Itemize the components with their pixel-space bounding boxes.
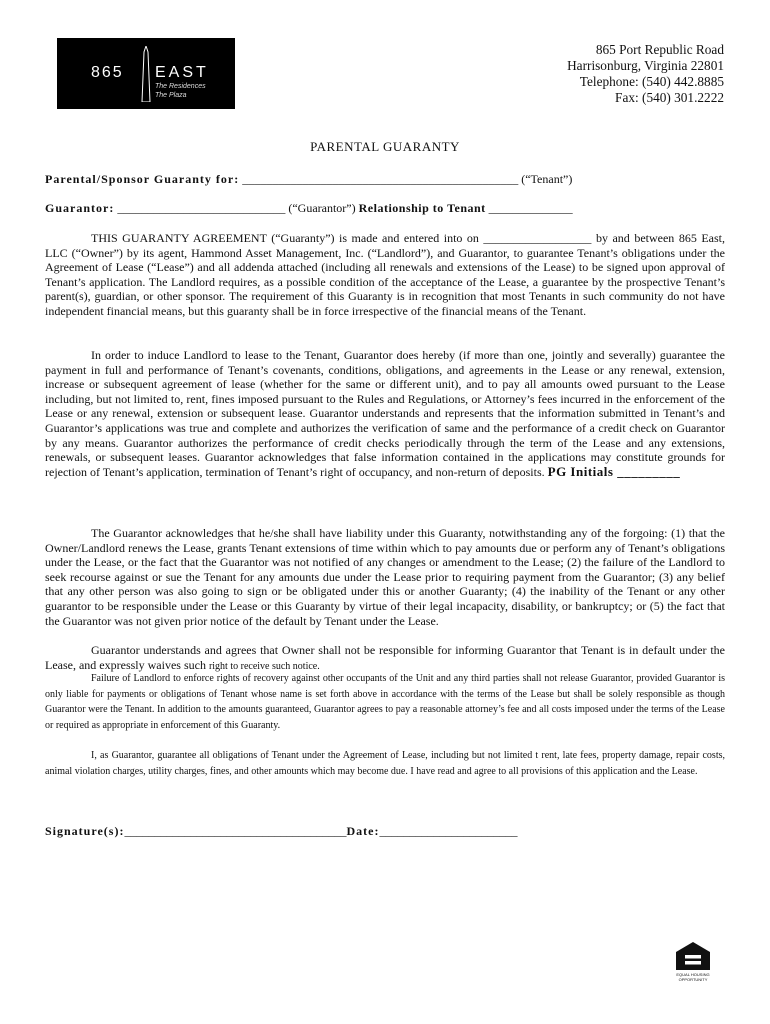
address-phone: Telephone: (540) 442.8885 xyxy=(579,74,724,89)
address-street: 865 Port Republic Road xyxy=(595,42,724,57)
date-field[interactable]: _______________________ xyxy=(379,824,518,838)
tower-icon xyxy=(140,46,152,102)
date-label: Date: xyxy=(346,824,380,838)
guarantor-label: Guarantor: xyxy=(45,201,115,215)
logo-number: 865 xyxy=(91,64,124,81)
paragraph-obligations: I, as Guarantor, guarantee all obligations of Tenant under the Agreement of Lease, including but not limited t rent, late fees, property damage, repair costs, animal violation charges, utility charges, fines, and other amounts which may become due. I have read and agree to all provisions of this application and the Lease. xyxy=(45,750,725,777)
paragraph-agreement: THIS GUARANTY AGREEMENT (“Guaranty”) is made and entered into on __________________ by and between 865 East, LLC (“Owner”) by its agent, Hammond Asset Management, Inc. (“Landlord”), and Guarantor, to guarantee Tenant’s obligations under the Agreement of Lease (“Lease”) and all addenda attached (including all renewals and extensions of the Lease) to be signed upon approval of Tenant’s application. The Landlord requires, as a possible condition of the acceptance of the Lease, a guarantee by the prospective Tenant’s parent(s), guardian, or other sponsor. The requirement of this Guaranty is in recognition that most Tenants in such community do not have independent financial means, but this guaranty shall be in force irrespective of the financial means of the Tenant. xyxy=(45,231,725,318)
paragraph-inducement xyxy=(45,348,725,479)
address-city: Harrisonburg, Virginia 22801 xyxy=(567,58,724,73)
address-block xyxy=(567,42,724,106)
document-title: PARENTAL GUARANTY xyxy=(310,139,460,154)
logo-word: EAST xyxy=(155,64,209,81)
paragraph-liability: The Guarantor acknowledges that he/she shall have liability under this Guaranty, notwithstanding any of the forgoing: (1) that the Owner/Landlord renews the Lease, grants Tenant extensions of time within which to pay amounts due or perform any of Tenant’s obligations under the Lease, or the fact that the Guarantor was not notified of any changes or amendment to the Lease; (2) the failure of the Landlord to seek recourse against or sue the Tenant for any amounts due under the Lease prior to requiring payment from the Guarantor; (3) any belief that any other person was also going to sign or be obligated under this or another Guaranty; (4) the inability of the Tenant or any other guarantor to be responsible under the Lease or this Guaranty by virtue of their legal incapacity, disability, or bankruptcy; or (5) the fact that the Guarantor was not given prior notice of the default by Tenant under the Lease. xyxy=(45,526,725,628)
signature-line xyxy=(45,824,517,839)
paragraph-failure: Failure of Landlord to enforce rights of recovery against other occupants of the Unit and any third parties shall not release Guarantor, provided Guarantor is only liable for payments or obligations of Tenant whose name is set forth above in accordance with the terms of the Lease but shall be solely responsible as though Guarantor were the Tenant. In addition to the amounts guaranteed, Guarantor agrees to pay a reasonable attorney’s fee and all costs imposed under the terms of the Lease or required as appropriate in enforcement of this Guaranty. xyxy=(45,673,725,731)
signature-field[interactable]: _____________________________________ xyxy=(124,824,347,838)
address-fax: Fax: (540) 301.2222 xyxy=(615,90,724,105)
relationship-label: Relationship to Tenant xyxy=(358,201,486,215)
guarantor-field[interactable]: ____________________________ xyxy=(117,201,286,215)
signature-label: Signature(s): xyxy=(45,824,125,838)
paragraph-default xyxy=(45,643,725,674)
logo-sub2: The Plaza xyxy=(155,92,187,99)
relationship-field[interactable]: ______________ xyxy=(488,201,573,215)
equal-housing-icon xyxy=(673,940,713,972)
inducement-text: In order to induce Landlord to lease to the Tenant, Guarantor does hereby (if more than one, jointly and severally) guarantee the payment in full and performance of Tenant’s covenants, conditions, obligations, and agreements in the Lease or any renewal, extension, increase or subsequent agreement of lease (whether for the same or different unit), and to pay all amounts owed pursuant to the Lease including, but not limited to, rent, fines imposed pursuant to the Rules and Regulations, or Attorney’s fees incurred in the enforcement of the Lease or any renewal, extension or subsequent lease. Guarantor understands and represents that the information submitted in Tenant’s and Guarantor’s applications was true and complete and authorizes the verification of same and the performance of a credit check on Guarantor by any means. Guarantor authorizes the performance of credit checks periodically through the term of the Lease and any extensions, renewals, or subsequent leases. Guarantor acknowledges that false information contained in the applications may constitute grounds for rejection of Tenant’s application, termination of Tenant’s right of occupancy, and non-return of deposits. xyxy=(45,348,725,479)
equal-housing-caption: EQUAL HOUSING OPPORTUNITY xyxy=(676,972,710,982)
guarantor-tag: (“Guarantor”) xyxy=(288,201,356,215)
company-logo xyxy=(57,38,235,109)
default-text-small: right to receive such notice. xyxy=(208,660,320,672)
pg-initials-field[interactable]: PG Initials _________ xyxy=(547,463,681,479)
default-text: Guarantor understands and agrees that Owner shall not be responsible for informing Guarantor that Tenant is in default under the Lease, and expressly waives such xyxy=(45,643,725,672)
tenant-tag: (“Tenant”) xyxy=(521,172,573,186)
sponsor-line xyxy=(45,172,572,187)
sponsor-label: Parental/Sponsor Guaranty for: xyxy=(45,172,240,186)
sponsor-field[interactable]: ______________________________________________ xyxy=(242,172,519,186)
logo-sub1: The Residences xyxy=(155,83,206,90)
guarantor-line xyxy=(45,201,573,216)
